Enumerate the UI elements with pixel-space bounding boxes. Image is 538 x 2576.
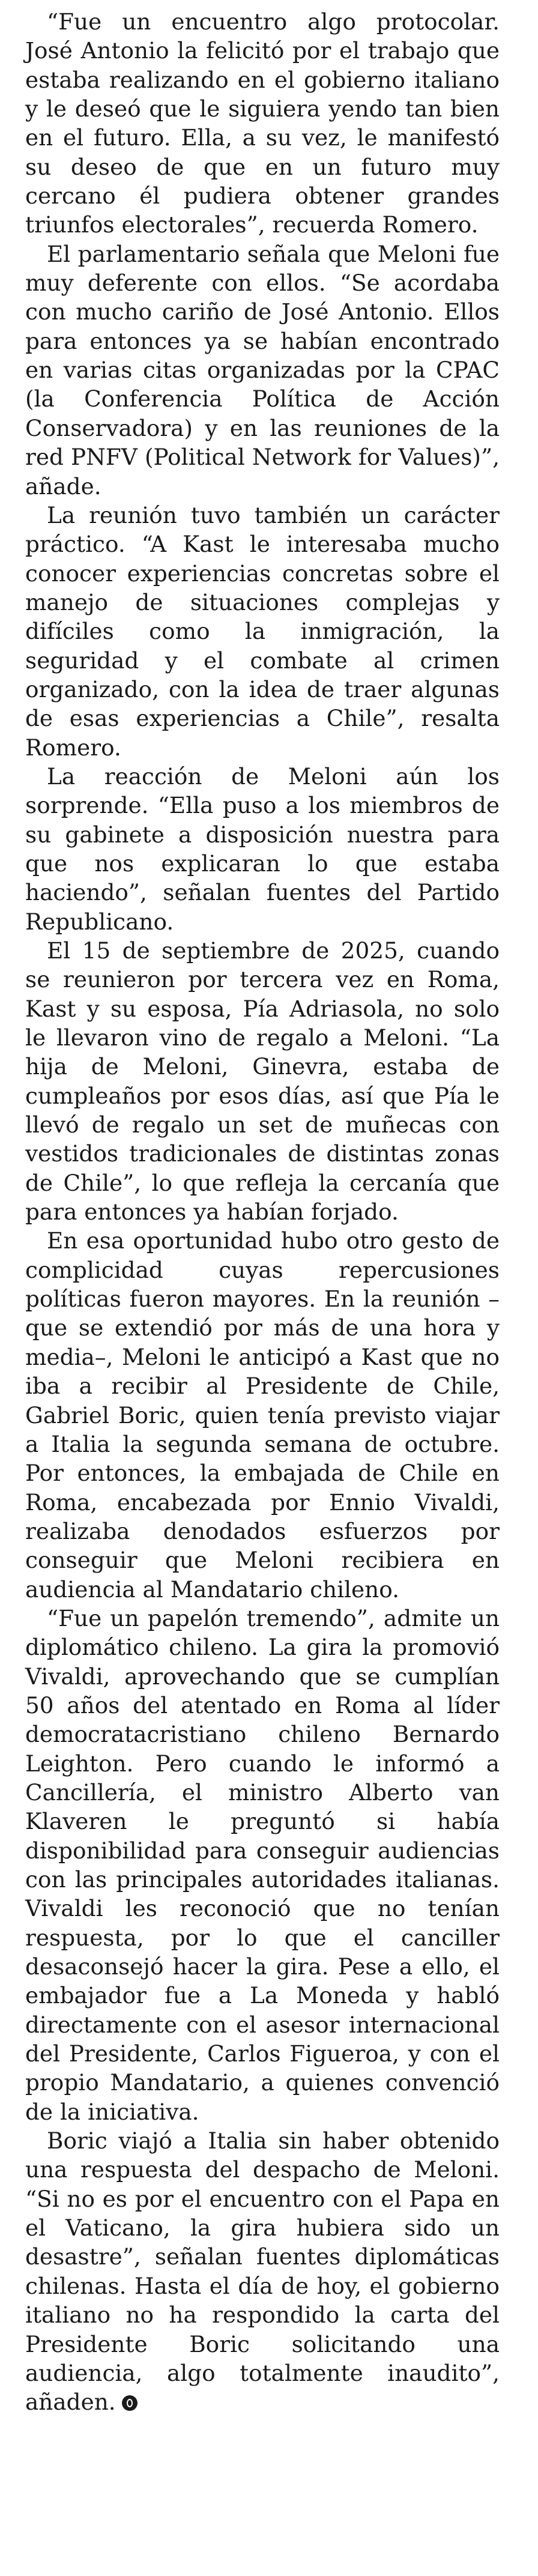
paragraph-text: En esa oportunidad hubo otro gesto de complicidad cuyas repercusiones políticas fueron mayores. En la reunión –que se extendió por más de una hora y media–, Meloni le anticipó a Kast que no iba a recibir al Presidente de Chile, Gabriel Boric, quien tenía previsto viajar a Italia la segunda semana de octubre. Por entonces, la embajada de Chile en Roma, encabezada por Ennio Vivaldi, realizaba denodados esfuerzos por conseguir que Meloni recibiera en audiencia al Mandatario chileno. bbox=[25, 1227, 500, 1603]
paragraph-text: “Fue un encuentro algo protocolar. José Antonio la felicitó por el trabajo que estaba realizando en el gobierno italiano y le deseó que le siguiera yendo tan bien en el futuro. Ella, a su vez, le manifestó su deseo de que en un futuro muy cercano él pudiera obtener grandes triunfos electorales”, recuerda Romero. bbox=[25, 8, 500, 238]
paragraph-text: La reacción de Meloni aún los sorprende. “Ella puso a los miembros de su gabinete a disposición nuestra para que nos explicaran lo que estaba haciendo”, señalan fuentes del Partido Republicano. bbox=[25, 763, 500, 935]
article-paragraph-5 bbox=[25, 936, 500, 1226]
article-paragraph-7 bbox=[25, 1604, 500, 2126]
paragraph-text: Boric viajó a Italia sin haber obtenido una respuesta del despacho de Meloni. “Si no es por el encuentro con el Papa en el Vaticano, la gira hubiera sido un desastre”, señalan fuentes diplomáticas chilenas. Hasta el día de hoy, el gobierno italiano no ha respondido la carta del Presidente Boric solicitando una audiencia, algo totalmente inaudito”, añaden. bbox=[25, 2127, 500, 2416]
paragraph-text: El 15 de septiembre de 2025, cuando se reunieron por tercera vez en Roma, Kast y su esposa, Pía Adriasola, no solo le llevaron vino de regalo a Meloni. “La hija de Meloni, Ginevra, estaba de cumpleaños por esos días, así que Pía le llevó de regalo un set de muñecas con vestidos tradicionales de distintas zonas de Chile”, lo que refleja la cercanía que para entonces ya habían forjado. bbox=[25, 937, 500, 1226]
article-paragraph-4 bbox=[25, 762, 500, 936]
article-paragraph-2 bbox=[25, 240, 500, 501]
article-paragraph-1 bbox=[25, 7, 500, 240]
article-paragraph-3 bbox=[25, 501, 500, 762]
paragraph-text: La reunión tuvo también un carácter práctico. “A Kast le interesaba mucho conocer experiencias concretas sobre el manejo de situaciones complejas y difíciles como la inmigración, la seguridad y el combate al crimen organizado, con la idea de traer algunas de esas experiencias a Chile”, resalta Romero. bbox=[25, 501, 500, 761]
article-body bbox=[25, 7, 500, 2417]
paragraph-text: El parlamentario señala que Meloni fue muy deferente con ellos. “Se acordaba con mucho cariño de José Antonio. Ellos para entonces ya se habían encontrado en varias citas organizadas por la CPAC (la Conferencia Política de Acción Conservadora) y en las reuniones de la red PNFV (Political Network for Values)”, añade. bbox=[25, 240, 500, 500]
article-paragraph-6 bbox=[25, 1226, 500, 1603]
article-paragraph-8 bbox=[25, 2126, 500, 2416]
publication-end-mark-icon bbox=[122, 2395, 138, 2411]
paragraph-text: “Fue un papelón tremendo”, admite un diplomático chileno. La gira la promovió Vivaldi, aprovechando que se cumplían 50 años del atentado en Roma al líder democratacristiano chileno Bernardo Leighton. Pero cuando le informó a Cancillería, el ministro Alberto van Klaveren le preguntó si había disponibilidad para conseguir audiencias con las principales autoridades italianas. Vivaldi les reconoció que no tenían respuesta, por lo que el canciller desaconsejó hacer la gira. Pese a ello, el embajador fue a La Moneda y habló directamente con el asesor internacional del Presidente, Carlos Figueroa, y con el propio Mandatario, a quienes convenció de la iniciativa. bbox=[25, 1604, 500, 2125]
